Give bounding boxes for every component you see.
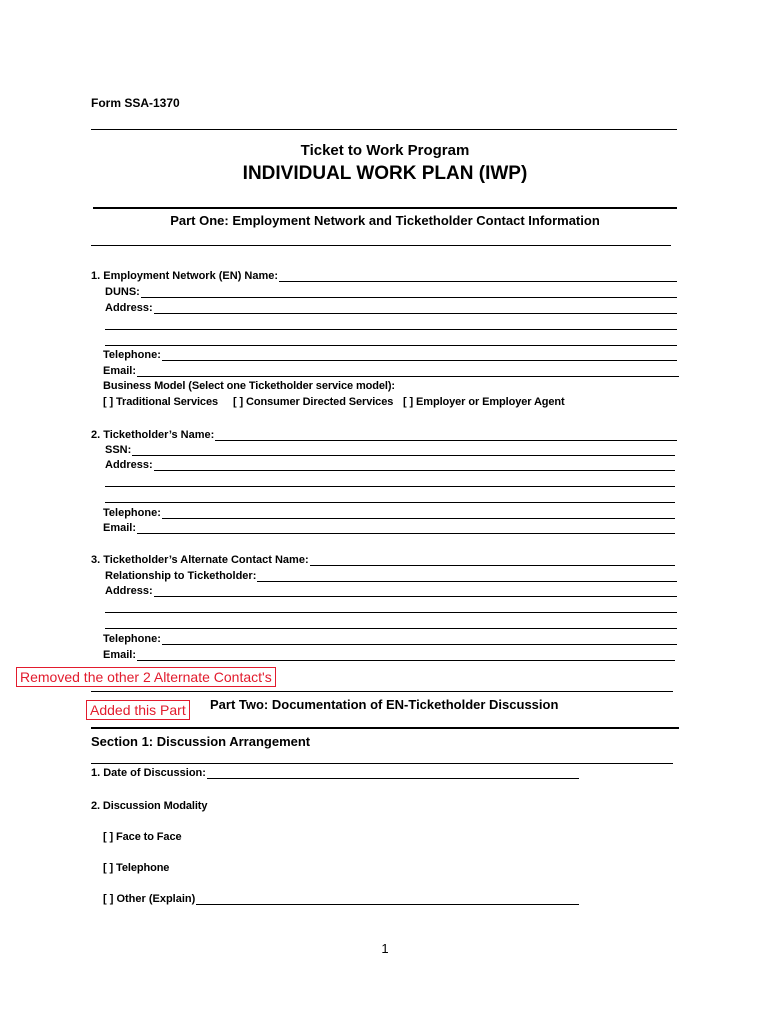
program-title: Ticket to Work Program [300, 142, 470, 159]
page-number: 1 [381, 941, 389, 956]
duns-field[interactable] [105, 286, 677, 298]
part-one-divider [91, 245, 671, 246]
en-email-label: Email: [103, 365, 137, 377]
alternate-address-field[interactable] [105, 585, 677, 597]
section-1-divider [91, 763, 673, 764]
alternate-address-label: Address: [105, 585, 153, 597]
duns-line[interactable] [141, 287, 677, 298]
relationship-label: Relationship to Ticketholder: [105, 570, 257, 582]
alternate-email-field[interactable] [103, 649, 675, 661]
section-1-heading: Section 1: Discussion Arrangement [91, 734, 311, 749]
ticketholder-name-field[interactable] [91, 429, 677, 441]
alternate-telephone-line[interactable] [162, 634, 677, 645]
modality-other-line[interactable] [196, 894, 579, 905]
alternate-telephone-field[interactable] [103, 633, 677, 645]
alternate-telephone-label: Telephone: [103, 633, 161, 645]
en-name-label: 1. Employment Network (EN) Name: [91, 270, 279, 282]
form-id: Form SSA-1370 [91, 96, 180, 110]
en-address-line[interactable] [154, 303, 677, 314]
ticketholder-address-line-2[interactable] [105, 486, 675, 487]
option-traditional-services[interactable]: [ ] Traditional Services [103, 396, 218, 408]
ticketholder-email-label: Email: [103, 522, 137, 534]
en-email-field[interactable] [103, 365, 679, 377]
option-consumer-directed-services[interactable]: [ ] Consumer Directed Services [233, 396, 394, 408]
alternate-address-line-3[interactable] [105, 628, 677, 629]
alternate-contact-name-label: 3. Ticketholder’s Alternate Contact Name: [91, 554, 309, 566]
ticketholder-name-line[interactable] [215, 430, 677, 441]
relationship-field[interactable] [105, 570, 677, 582]
modality-other-label[interactable]: [ ] Other (Explain) [103, 893, 196, 905]
part-one-heading: Part One: Employment Network and Ticketholder Contact Information [170, 213, 600, 228]
en-telephone-field[interactable] [103, 349, 677, 361]
removed-contacts-annotation: Removed the other 2 Alternate Contact's [16, 667, 276, 687]
part-two-divider [91, 727, 679, 729]
en-name-line[interactable] [279, 271, 677, 282]
en-telephone-line[interactable] [162, 350, 677, 361]
main-title: INDIVIDUAL WORK PLAN (IWP) [242, 163, 528, 184]
added-part-annotation: Added this Part [86, 700, 190, 720]
header-divider [91, 129, 677, 130]
modality-other-field[interactable] [103, 893, 579, 905]
modality-telephone[interactable]: [ ] Telephone [103, 862, 170, 874]
en-address-line-3[interactable] [105, 345, 677, 346]
en-telephone-label: Telephone: [103, 349, 161, 361]
en-address-label: Address: [105, 302, 153, 314]
ticketholder-telephone-field[interactable] [103, 507, 675, 519]
ticketholder-address-line[interactable] [154, 460, 675, 471]
alternate-email-line[interactable] [137, 650, 675, 661]
alternate-address-line-2[interactable] [105, 612, 677, 613]
duns-label: DUNS: [105, 286, 140, 298]
ssn-field[interactable] [105, 444, 675, 456]
date-of-discussion-line[interactable] [207, 768, 579, 779]
ticketholder-address-label: Address: [105, 459, 153, 471]
en-name-field[interactable] [91, 270, 677, 282]
ssn-label: SSN: [105, 444, 132, 456]
ticketholder-email-field[interactable] [103, 522, 675, 534]
alternate-email-label: Email: [103, 649, 137, 661]
ticketholder-name-label: 2. Ticketholder’s Name: [91, 429, 215, 441]
discussion-modality-label: 2. Discussion Modality [91, 800, 208, 812]
relationship-line[interactable] [257, 571, 677, 582]
ticketholder-address-field[interactable] [105, 459, 675, 471]
ticketholder-telephone-line[interactable] [162, 508, 675, 519]
en-email-line[interactable] [137, 366, 679, 377]
alternate-contact-name-field[interactable] [91, 554, 675, 566]
title-divider [93, 207, 677, 209]
option-employer-agent[interactable]: [ ] Employer or Employer Agent [403, 396, 565, 408]
ticketholder-email-line[interactable] [137, 523, 675, 534]
en-address-line-2[interactable] [105, 329, 677, 330]
modality-face-to-face[interactable]: [ ] Face to Face [103, 831, 182, 843]
business-model-label: Business Model (Select one Ticketholder service model): [103, 380, 395, 392]
date-of-discussion-label: 1. Date of Discussion: [91, 767, 206, 779]
ticketholder-address-line-3[interactable] [105, 502, 675, 503]
ssn-line[interactable] [132, 445, 675, 456]
alternate-address-line[interactable] [154, 586, 677, 597]
part-two-top-divider [91, 691, 673, 692]
alternate-contact-name-line[interactable] [310, 555, 675, 566]
part-two-heading: Part Two: Documentation of EN-Ticketholder Discussion [210, 697, 559, 712]
date-of-discussion-field[interactable] [91, 767, 579, 779]
ticketholder-telephone-label: Telephone: [103, 507, 161, 519]
en-address-field[interactable] [105, 302, 677, 314]
